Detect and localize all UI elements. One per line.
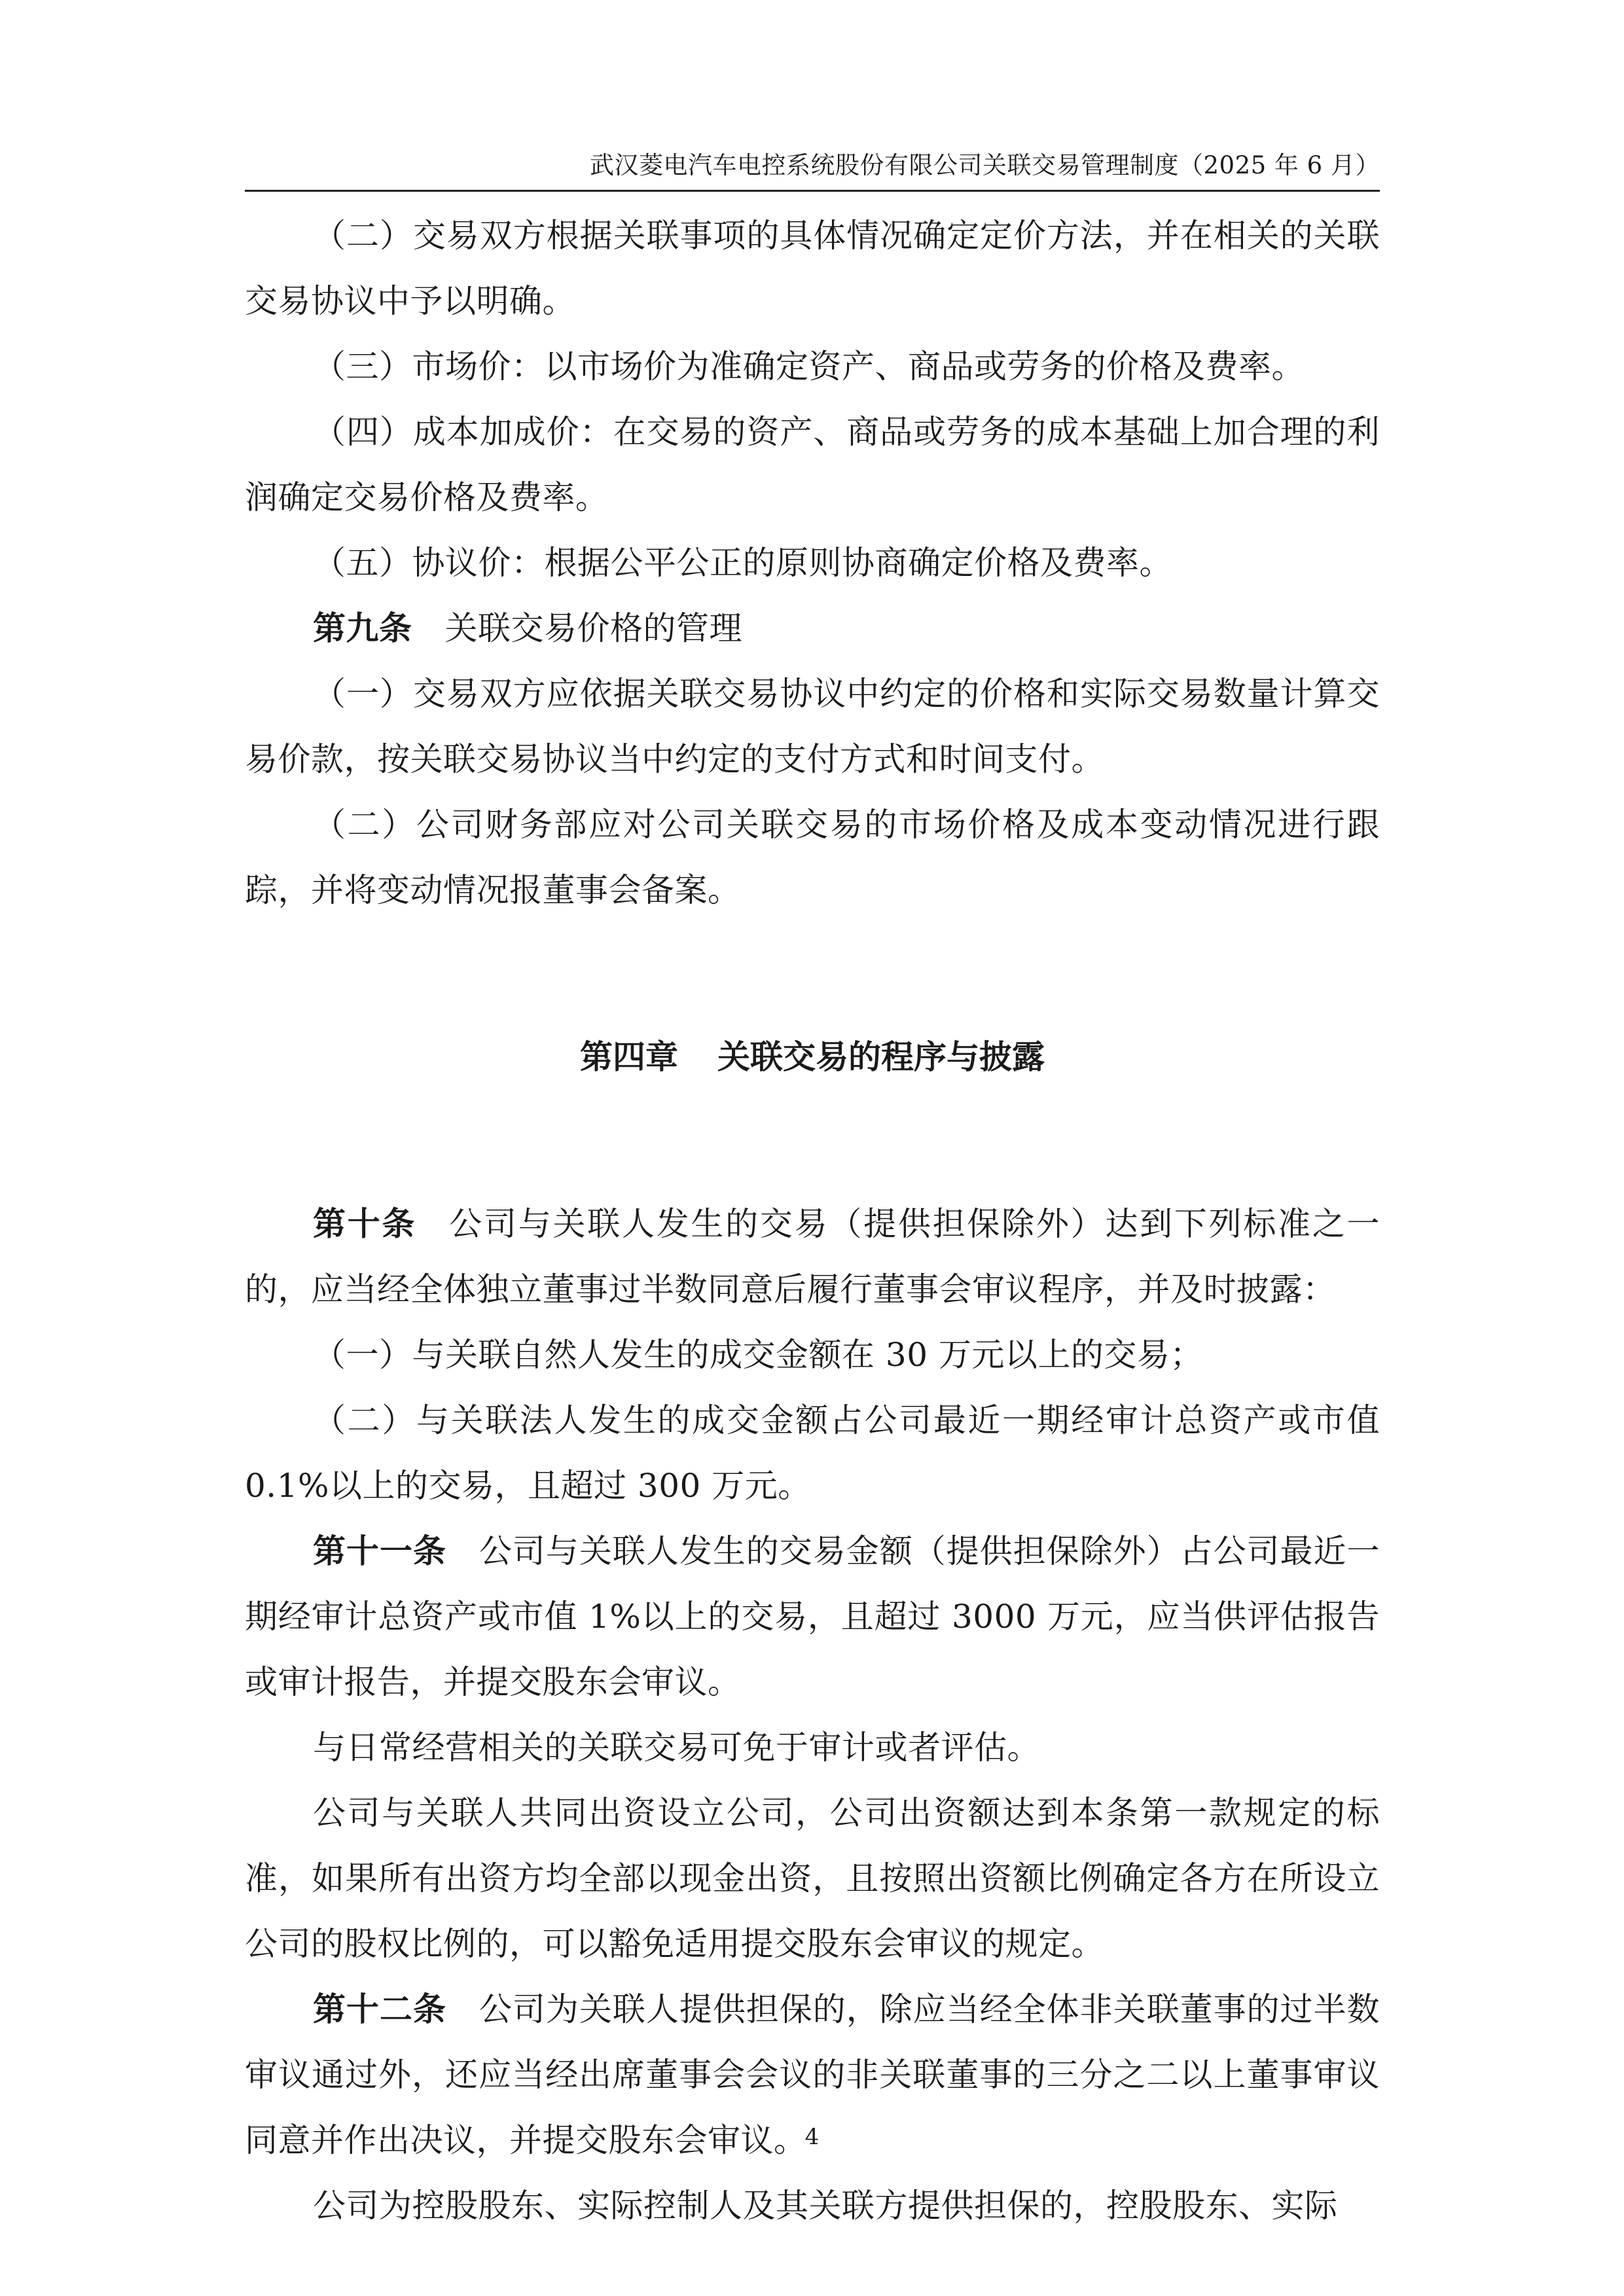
article-12-label: 第十二条 [313, 1990, 446, 2028]
article-11-text: 公司与关联人发生的交易金额（提供担保除外）占公司最近一期经审计总资产或市值 1%以上的交易，且超过 3000 万元，应当供评估报告或审计报告，并提交股东会审议。 [245, 1532, 1380, 1701]
article-11-paragraph-2: 与日常经营相关的关联交易可免于审计或者评估。 [313, 1729, 1040, 1767]
chapter-heading [245, 1024, 1380, 1090]
article-12-text: 公司为关联人提供担保的，除应当经全体非关联董事的过半数审议通过外，还应当经出席董事会会议的非关联董事的三分之二以上董事审议同意并作出决议，并提交股东会审议。 [245, 1990, 1380, 2159]
header-title: 武汉菱电汽车电控系统股份有限公司关联交易管理制度（2025 年 6 月） [590, 151, 1380, 179]
chapter-number: 第四章 [580, 1037, 678, 1076]
paragraph-agreement-price: （五）协议价：根据公平公正的原则协商确定价格及费率。 [313, 544, 1172, 582]
article-9-label: 第九条 [313, 609, 412, 647]
page-number: 4 [804, 2124, 820, 2150]
page-footer [0, 2124, 1624, 2150]
article-9 [245, 596, 1380, 661]
paragraph-finance-tracking: （二）公司财务部应对公司关联交易的市场价格及成本变动情况进行跟踪，并将变动情况报董事会备案。 [245, 806, 1380, 909]
article-10-label: 第十条 [313, 1204, 417, 1243]
article-10 [245, 1191, 1380, 1322]
article-11 [245, 1518, 1380, 1715]
article-9-text: 关联交易价格的管理 [444, 609, 742, 647]
paragraph-cost-plus-price: （四）成本加成价：在交易的资产、商品或劳务的成本基础上加合理的利润确定交易价格及费率。 [245, 413, 1380, 516]
article-12-paragraph-2: 公司为控股股东、实际控制人及其关联方提供担保的，控股股东、实际 [313, 2187, 1338, 2225]
article-10-item-1: （一）与关联自然人发生的成交金额在 30 万元以上的交易； [313, 1336, 1203, 1374]
document-body [245, 203, 1380, 2238]
page-header [245, 149, 1380, 192]
article-11-label: 第十一条 [313, 1532, 446, 1570]
chapter-title: 关联交易的程序与披露 [717, 1037, 1045, 1076]
paragraph-pricing-method: （二）交易双方根据关联事项的具体情况确定定价方法，并在相关的关联交易协议中予以明确。 [245, 217, 1380, 320]
article-10-text: 公司与关联人发生的交易（提供担保除外）达到下列标准之一的，应当经全体独立董事过半数同意后履行董事会审议程序，并及时披露： [245, 1205, 1380, 1308]
paragraph-market-price: （三）市场价：以市场价为准确定资产、商品或劳务的价格及费率。 [313, 348, 1305, 386]
article-11-paragraph-3: 公司与关联人共同出资设立公司，公司出资额达到本条第一款规定的标准，如果所有出资方均全部以现金出资，且按照出资额比例确定各方在所设立公司的股权比例的，可以豁免适用提交股东会审议的规定。 [245, 1794, 1380, 1963]
article-10-item-2: （二）与关联法人发生的成交金额占公司最近一期经审计总资产或市值 0.1%以上的交易，且超过 300 万元。 [245, 1401, 1380, 1505]
paragraph-payment: （一）交易双方应依据关联交易协议中约定的价格和实际交易数量计算交易价款，按关联交易协议当中约定的支付方式和时间支付。 [245, 675, 1380, 778]
